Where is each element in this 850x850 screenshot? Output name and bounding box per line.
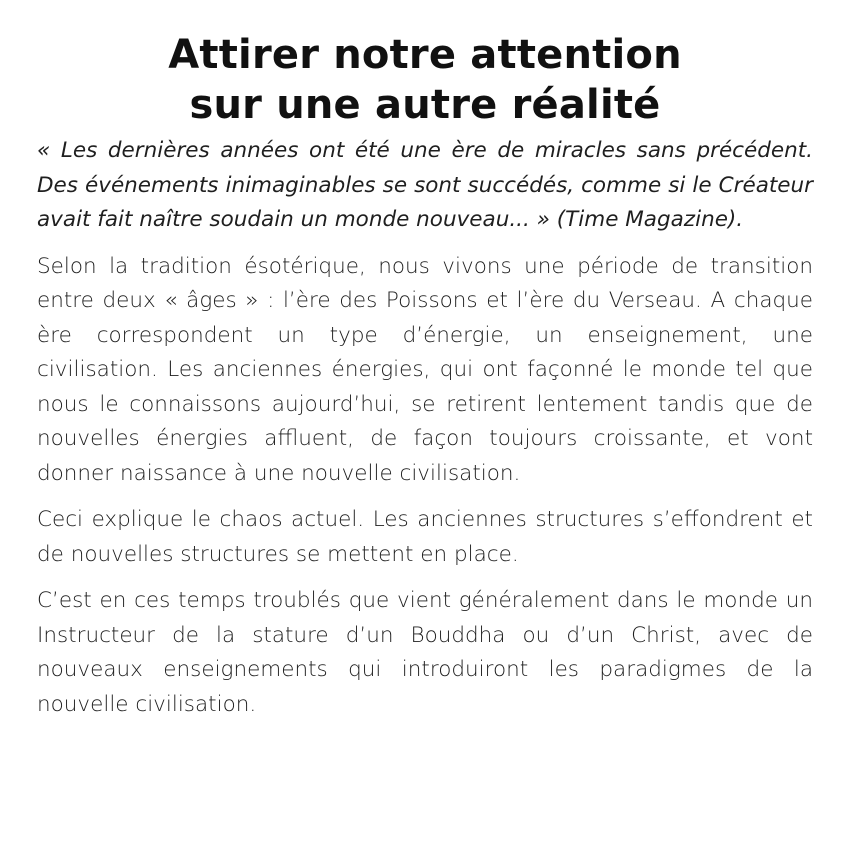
quote-paragraph: « Les dernières années ont été une ère de miracles sans précédent. Des événements inimaginables se sont succédés, comme si le Créateur avait fait naître soudain un monde nouveau... » (Time Magazine). [37,138,813,232]
document-page [37,30,813,722]
title-line-2: sur une autre réalité [189,82,661,128]
page-title [37,30,813,130]
title-line-1: Attirer notre attention [168,32,682,78]
body-paragraph-2: Ceci explique le chaos actuel. Les anciennes structures s’effondrent et de nouvelles structures se mettent en place. [37,507,813,567]
body-paragraph-3: C’est en ces temps troublés que vient généralement dans le monde un Instructeur de la stature d’un Bouddha ou d’un Christ, avec de nouveaux enseignements qui introduiront les paradigmes de la nouvelle civilisation. [37,588,813,717]
body-paragraph-1: Selon la tradition ésotérique, nous vivons une période de transition entre deux « âges » : l’ère des Poissons et l’ère du Verseau. A chaque ère correspondent un type d’énergie, un enseignement, une civilisation. Les anciennes énergies, qui ont façonné le monde tel que nous le connaissons aujourd’hui, se retirent lentement tandis que de nouvelles énergies affluent, de façon toujours croissante, et vont donner naissance à une nouvelle civilisation. [37,253,813,486]
